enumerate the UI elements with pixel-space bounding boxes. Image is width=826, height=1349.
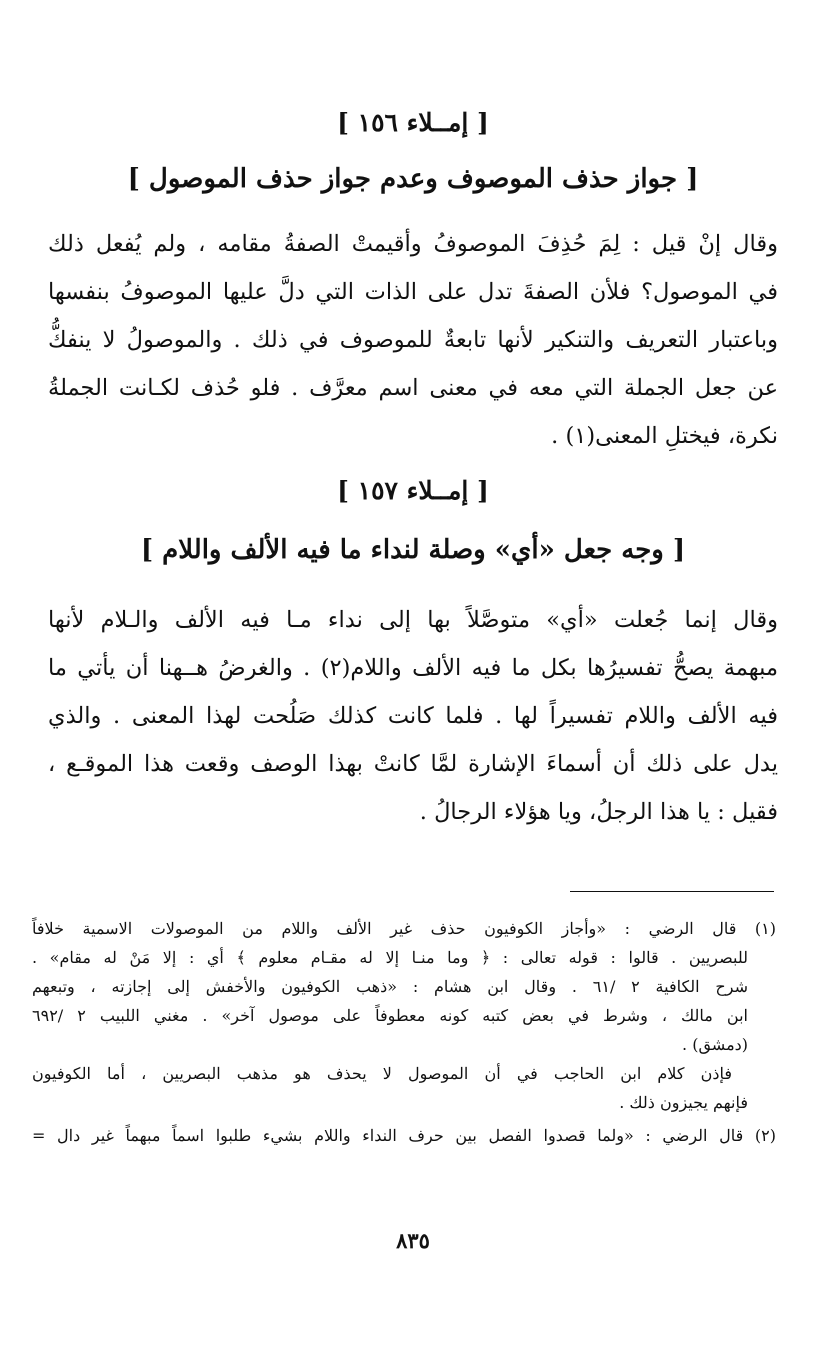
- body-line: مبهمة يصحُّ تفسيرُها بكل ما فيه الألف واللام(٢) . والغرضُ هــهنا أن يأتي ما: [48, 655, 778, 681]
- body-line: في الموصول؟ فلأن الصفةَ تدل على الذات التي دلَّ عليها الموصوفُ بنفسها: [48, 279, 778, 305]
- body-line: وقال إنما جُعلت «أي» متوصَّلاً بها إلى نداء مـا فيه الألف والـلام لأنها: [48, 607, 778, 633]
- footnote-line: شرح الكافية ٢ /٦١ . وقال ابن هشام : «ذهب الكوفيون والأخفش إلى إجازته ، وتبعهم: [32, 977, 748, 996]
- footnote-line: ابن مالك ، وشرط في بعض كتبه كونه معطوفاً على موصول آخر» . مغني اللبيب ٢ /٦٩٢: [32, 1006, 748, 1025]
- footnote-line: (٢) قال الرضي : «ولما قصدوا الفصل بين حرف النداء واللام بشيء طلبوا اسماً مبهماً غير دال =: [32, 1126, 776, 1145]
- body-line: نكرة، فيختلِ المعنى(١) .: [551, 423, 778, 449]
- footnote-line: فإذن كلام ابن الحاجب في أن الموصول لا يحذف هو مذهب البصريين ، أما الكوفيون: [32, 1064, 732, 1083]
- section-156-heading: [ إمــلاء ١٥٦ ]: [337, 108, 489, 137]
- footnote-line: للبصريين . قالوا : قوله تعالى : ﴿ وما منـا إلا له مقـام معلوم ﴾ أي : إلا مَنْ له مقام» .: [32, 948, 748, 967]
- body-line: فقيل : يا هذا الرجلُ، ويا هؤلاء الرجالُ .: [419, 799, 778, 825]
- section-157-title: [ وجه جعل «أي» وصلة لنداء ما فيه الألف واللام ]: [140, 535, 686, 565]
- body-line: عن جعل الجملة التي معه في معنى اسم معرَّف . فلو حُذف لكـانت الجملةُ: [48, 375, 778, 401]
- body-line: وقال إنْ قيل : لِمَ حُذِفَ الموصوفُ وأقيمتْ الصفةُ مقامه ، ولم يُفعل ذلك: [48, 231, 778, 257]
- body-line: يدل على ذلك أن أسماءَ الإشارة لمَّا كانتْ بهذا الوصف وقعت هذا الموقـع ،: [48, 751, 778, 777]
- section-157-heading: [ إمــلاء ١٥٧ ]: [337, 476, 489, 505]
- body-line: فيه الألف واللام تفسيراً لها . فلما كانت كذلك صَلُحت لهذا المعنى . والذي: [48, 703, 778, 729]
- footnote-line: فإنهم يجيزون ذلك .: [619, 1093, 748, 1112]
- section-157-body: [48, 596, 778, 836]
- footnote-line: (دمشق) .: [682, 1035, 748, 1054]
- footnote-separator: [570, 891, 774, 892]
- section-156-title: [ جواز حذف الموصوف وعدم جواز حذف الموصول ]: [127, 164, 699, 194]
- section-156-body: [48, 220, 778, 460]
- footnotes: [32, 914, 776, 1150]
- page-number: ٨٣٥: [396, 1228, 430, 1253]
- footnote-line: (١) قال الرضي : «وأجاز الكوفيون حذف غير الألف واللام من الموصولات الاسمية خلافاً: [32, 919, 776, 938]
- body-line: وباعتبار التعريف والتنكير لأنها تابعةٌ للموصوف في ذلك . والموصولُ لا ينفكُّ: [48, 327, 778, 353]
